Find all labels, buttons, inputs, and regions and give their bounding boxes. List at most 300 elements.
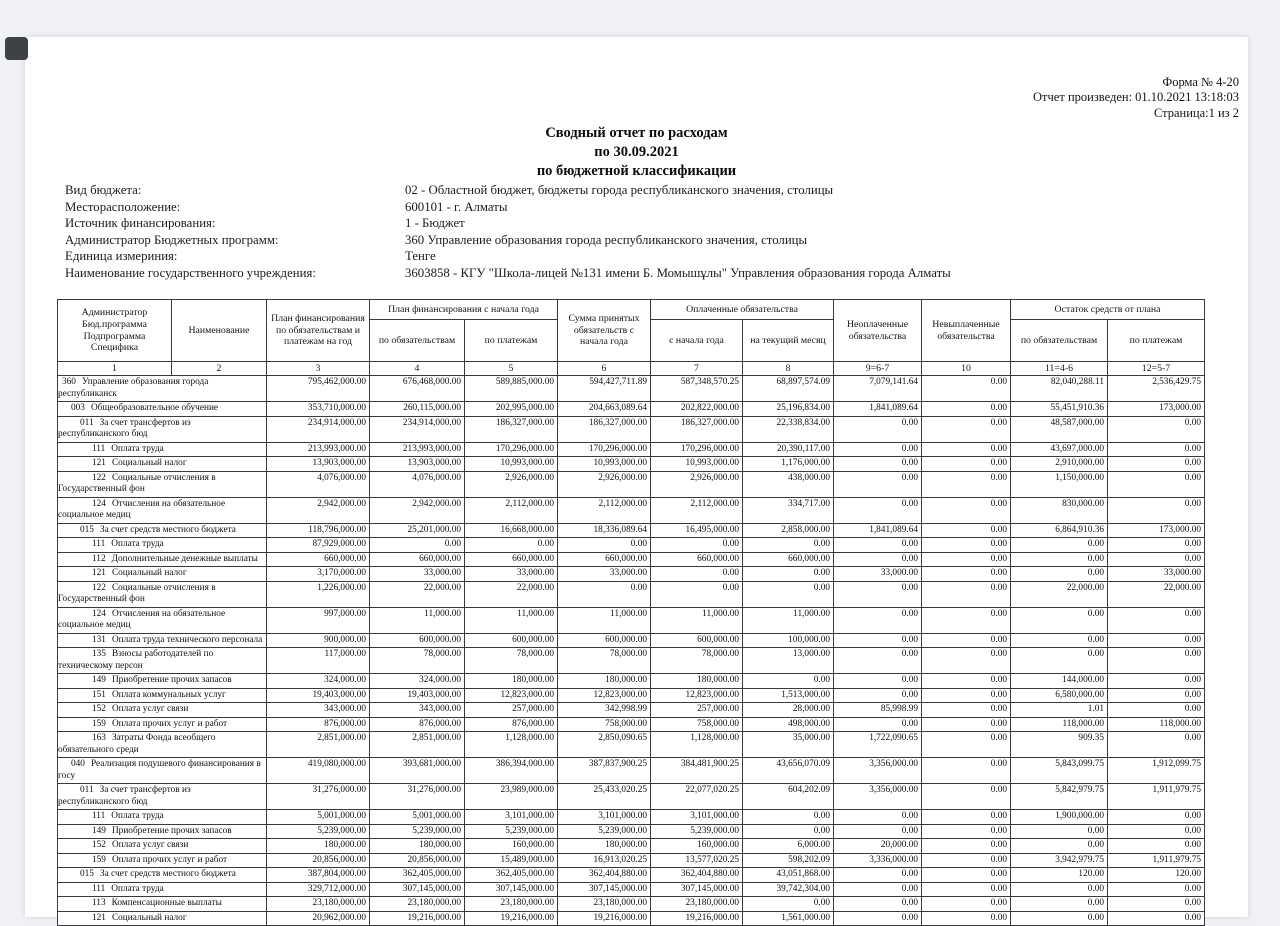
row-value-cell: 384,481,900.25 (651, 758, 743, 784)
row-value-cell: 0.00 (922, 538, 1011, 553)
row-code: 113 (92, 898, 106, 908)
table-row (58, 538, 1205, 553)
table-row (58, 471, 1205, 497)
row-value-cell: 0.00 (834, 581, 922, 607)
row-value-cell: 22,338,834.00 (743, 416, 834, 442)
row-value-cell: 0.00 (1011, 567, 1108, 582)
row-value-cell: 35,000.00 (743, 732, 834, 758)
row-code: 149 (92, 675, 106, 685)
row-value-cell: 68,897,574.09 (743, 376, 834, 402)
row-value-cell: 43,697,000.00 (1011, 442, 1108, 457)
table-row (58, 633, 1205, 648)
row-value-cell: 78,000.00 (558, 648, 651, 674)
row-value-cell: 0.00 (922, 402, 1011, 417)
row-code: 149 (92, 825, 106, 836)
row-name-cell: 003 Общеобразовательное обучение (58, 402, 267, 417)
row-code: 124 (92, 498, 106, 509)
col-header-paid-group: Оплаченные обязательства (651, 300, 834, 320)
row-code: 011 (80, 785, 94, 795)
row-value-cell: 19,216,000.00 (558, 911, 651, 926)
row-code: 163 (92, 733, 106, 743)
row-value-cell: 213,993,000.00 (267, 442, 370, 457)
row-value-cell: 660,000.00 (370, 552, 465, 567)
row-value-cell: 5,239,000.00 (370, 824, 465, 839)
row-value-cell: 0.00 (1108, 732, 1205, 758)
document-header (1033, 75, 1239, 121)
row-value-cell: 0.00 (1108, 824, 1205, 839)
row-value-cell: 0.00 (1011, 882, 1108, 897)
column-number: 12=5-7 (1108, 362, 1205, 376)
row-value-cell: 23,180,000.00 (651, 897, 743, 912)
row-value-cell: 660,000.00 (267, 552, 370, 567)
row-value-cell: 0.00 (922, 732, 1011, 758)
row-value-cell: 3,356,000.00 (834, 784, 922, 810)
row-code: 111 (92, 443, 106, 454)
table-row (58, 732, 1205, 758)
row-value-cell: 118,796,000.00 (267, 523, 370, 538)
row-value-cell: 2,910,000.00 (1011, 457, 1108, 472)
row-value-cell: 0.00 (743, 567, 834, 582)
row-value-cell: 600,000.00 (465, 633, 558, 648)
row-value-cell: 0.00 (834, 471, 922, 497)
row-value-cell: 234,914,000.00 (267, 416, 370, 442)
row-value-cell: 5,239,000.00 (558, 824, 651, 839)
row-value-cell: 5,842,979.75 (1011, 784, 1108, 810)
row-value-cell: 0.00 (834, 457, 922, 472)
row-value-cell: 180,000.00 (651, 674, 743, 689)
row-value-cell: 1,128,000.00 (651, 732, 743, 758)
report-generated-timestamp: Отчет произведен: 01.10.2021 13:18:03 (1033, 90, 1239, 105)
col-header-plan-year: План финансирования по обязательствам и платежам на год (267, 300, 370, 362)
row-value-cell: 23,180,000.00 (465, 897, 558, 912)
row-value-cell: 0.00 (1108, 416, 1205, 442)
row-code: 152 (92, 840, 106, 850)
row-value-cell: 0.00 (1011, 607, 1108, 633)
row-value-cell: 758,000.00 (651, 717, 743, 732)
row-value-cell: 20,000.00 (834, 839, 922, 854)
col-subheader-current-month: на текущий месяц (743, 320, 834, 362)
row-value-cell: 0.00 (1108, 839, 1205, 854)
row-value-cell: 13,903,000.00 (370, 457, 465, 472)
row-value-cell: 43,656,070.09 (743, 758, 834, 784)
table-header-row-group (58, 300, 1205, 320)
row-value-cell: 2,536,429.75 (1108, 376, 1205, 402)
table-row (58, 784, 1205, 810)
row-value-cell: 362,405,000.00 (465, 868, 558, 883)
row-value-cell: 0.00 (1011, 897, 1108, 912)
row-value-cell: 0.00 (834, 633, 922, 648)
row-value-cell: 2,850,090.65 (558, 732, 651, 758)
row-value-cell: 2,851,000.00 (267, 732, 370, 758)
row-value-cell: 180,000.00 (465, 674, 558, 689)
row-code: 360 (62, 377, 76, 387)
row-value-cell: 307,145,000.00 (651, 882, 743, 897)
row-name-cell: 149 Приобретение прочих запасов (58, 674, 267, 689)
row-value-cell: 600,000.00 (651, 633, 743, 648)
meta-label: Месторасположение: (65, 199, 181, 214)
row-value-cell: 12,823,000.00 (651, 688, 743, 703)
row-value-cell: 0.00 (922, 688, 1011, 703)
row-value-cell: 0.00 (834, 497, 922, 523)
row-value-cell: 589,885,000.00 (465, 376, 558, 402)
row-value-cell: 0.00 (834, 882, 922, 897)
col-header-name: Наименование (172, 300, 267, 362)
row-value-cell: 11,000.00 (651, 607, 743, 633)
row-value-cell: 2,942,000.00 (370, 497, 465, 523)
row-value-cell: 0.00 (1011, 839, 1108, 854)
row-value-cell: 0.00 (922, 882, 1011, 897)
row-name-cell: 124 Отчисления на обязательное социальное медиц (58, 607, 267, 633)
row-name-cell: 111 Оплата труда (58, 538, 267, 553)
row-value-cell: 830,000.00 (1011, 497, 1108, 523)
meta-row (65, 265, 1230, 282)
row-value-cell: 260,115,000.00 (370, 402, 465, 417)
row-value-cell: 5,001,000.00 (370, 810, 465, 825)
col-subheader-ytd: с начала года (651, 320, 743, 362)
table-row (58, 717, 1205, 732)
meta-value: 02 - Областной бюджет, бюджеты города республиканского значения, столицы (405, 183, 834, 197)
corner-mark-icon (5, 37, 28, 60)
row-value-cell: 0.00 (834, 911, 922, 926)
row-value-cell: 202,822,000.00 (651, 402, 743, 417)
row-value-cell: 39,742,304.00 (743, 882, 834, 897)
row-value-cell: 2,926,000.00 (465, 471, 558, 497)
row-value-cell: 20,856,000.00 (267, 853, 370, 868)
table-row (58, 376, 1205, 402)
column-number: 4 (370, 362, 465, 376)
row-value-cell: 0.00 (834, 552, 922, 567)
row-value-cell: 0.00 (1108, 457, 1205, 472)
meta-row (65, 232, 1230, 249)
row-value-cell: 0.00 (1108, 703, 1205, 718)
row-code: 151 (92, 689, 106, 700)
row-name-cell: 121 Социальный налог (58, 911, 267, 926)
row-value-cell: 0.00 (922, 839, 1011, 854)
table-row (58, 442, 1205, 457)
row-code: 040 (71, 759, 85, 769)
row-value-cell: 2,926,000.00 (558, 471, 651, 497)
row-value-cell: 33,000.00 (558, 567, 651, 582)
row-value-cell: 0.00 (834, 648, 922, 674)
row-name-cell: 131 Оплата труда технического персонала (58, 633, 267, 648)
meta-label: Единица измериния: (65, 249, 178, 263)
row-code: 111 (92, 811, 106, 821)
row-value-cell: 876,000.00 (267, 717, 370, 732)
table-row (58, 882, 1205, 897)
row-value-cell: 120.00 (1108, 868, 1205, 883)
row-name-cell: 149 Приобретение прочих запасов (58, 824, 267, 839)
table-row (58, 688, 1205, 703)
row-value-cell: 10,993,000.00 (558, 457, 651, 472)
title-line-1: Сводный отчет по расходам (545, 125, 728, 141)
row-value-cell: 23,180,000.00 (370, 897, 465, 912)
row-value-cell: 0.00 (922, 868, 1011, 883)
meta-row (65, 248, 1230, 265)
row-value-cell: 387,837,900.25 (558, 758, 651, 784)
column-number: 1 (58, 362, 172, 376)
column-number: 11=4-6 (1011, 362, 1108, 376)
row-value-cell: 1,226,000.00 (267, 581, 370, 607)
row-name-cell: 111 Оплата труда (58, 810, 267, 825)
table-row (58, 674, 1205, 689)
table-row (58, 416, 1205, 442)
row-value-cell: 0.00 (922, 784, 1011, 810)
row-value-cell: 329,712,000.00 (267, 882, 370, 897)
row-value-cell: 3,170,000.00 (267, 567, 370, 582)
row-value-cell: 204,663,089.64 (558, 402, 651, 417)
row-value-cell: 180,000.00 (558, 674, 651, 689)
row-code: 015 (80, 869, 94, 879)
row-value-cell: 342,998.99 (558, 703, 651, 718)
meta-label: Наименование государственного учреждения: (65, 265, 316, 280)
row-name-cell: 111 Оплата труда (58, 442, 267, 457)
title-line-3: по бюджетной классификации (536, 162, 737, 179)
meta-row (65, 215, 1230, 232)
row-name-cell: 124 Отчисления на обязательное социальное медиц (58, 497, 267, 523)
row-value-cell: 0.00 (922, 810, 1011, 825)
row-value-cell: 0.00 (834, 868, 922, 883)
row-value-cell: 18,336,089.64 (558, 523, 651, 538)
row-code: 112 (92, 553, 106, 564)
row-value-cell: 0.00 (651, 538, 743, 553)
row-value-cell: 1,176,000.00 (743, 457, 834, 472)
row-value-cell: 22,000.00 (465, 581, 558, 607)
row-value-cell: 343,000.00 (370, 703, 465, 718)
row-value-cell: 0.00 (743, 674, 834, 689)
row-value-cell: 1,513,000.00 (743, 688, 834, 703)
row-value-cell: 0.00 (1108, 538, 1205, 553)
row-value-cell: 0.00 (922, 581, 1011, 607)
row-value-cell: 144,000.00 (1011, 674, 1108, 689)
page-title (25, 124, 1248, 181)
row-value-cell: 600,000.00 (370, 633, 465, 648)
row-value-cell: 15,489,000.00 (465, 853, 558, 868)
row-value-cell: 5,843,099.75 (1011, 758, 1108, 784)
row-value-cell: 19,403,000.00 (267, 688, 370, 703)
row-value-cell: 33,000.00 (370, 567, 465, 582)
row-value-cell: 0.00 (1108, 810, 1205, 825)
row-value-cell: 594,427,711.89 (558, 376, 651, 402)
row-value-cell: 0.00 (922, 567, 1011, 582)
row-value-cell: 598,202.09 (743, 853, 834, 868)
row-code: 121 (92, 568, 106, 578)
row-value-cell: 257,000.00 (465, 703, 558, 718)
row-code: 003 (71, 403, 85, 413)
row-name-cell: 152 Оплата услуг связи (58, 703, 267, 718)
row-value-cell: 28,000.00 (743, 703, 834, 718)
column-number: 8 (743, 362, 834, 376)
col-subheader-by-payments: по платежам (465, 320, 558, 362)
page-indicator: Страница:1 из 2 (1153, 105, 1239, 120)
row-value-cell: 25,201,000.00 (370, 523, 465, 538)
row-value-cell: 186,327,000.00 (558, 416, 651, 442)
row-value-cell: 12,823,000.00 (558, 688, 651, 703)
row-value-cell: 660,000.00 (465, 552, 558, 567)
row-value-cell: 11,000.00 (743, 607, 834, 633)
row-value-cell: 0.00 (651, 581, 743, 607)
form-number: Форма № 4-20 (1162, 75, 1239, 89)
row-code: 135 (92, 649, 106, 659)
row-value-cell: 118,000.00 (1011, 717, 1108, 732)
row-value-cell: 324,000.00 (370, 674, 465, 689)
row-value-cell: 5,001,000.00 (267, 810, 370, 825)
row-value-cell: 587,348,570.25 (651, 376, 743, 402)
meta-value: 3603858 - КГУ "Школа-лицей №131 имени Б. Момышұлы" Управления образования города Алматы (405, 265, 951, 280)
row-value-cell: 120.00 (1011, 868, 1108, 883)
row-code: 111 (92, 883, 106, 894)
row-value-cell: 660,000.00 (558, 552, 651, 567)
col-header-admin: Администратор Бюд.программа Подпрограмма Специфика (58, 300, 172, 362)
column-number: 5 (465, 362, 558, 376)
row-value-cell: 0.00 (1108, 552, 1205, 567)
table-row (58, 567, 1205, 582)
row-value-cell: 0.00 (1108, 471, 1205, 497)
row-value-cell: 362,404,880.00 (558, 868, 651, 883)
row-value-cell: 0.00 (922, 442, 1011, 457)
row-value-cell: 0.00 (922, 633, 1011, 648)
row-value-cell: 419,080,000.00 (267, 758, 370, 784)
row-value-cell: 876,000.00 (465, 717, 558, 732)
row-value-cell: 16,913,020.25 (558, 853, 651, 868)
row-value-cell: 10,993,000.00 (465, 457, 558, 472)
row-value-cell: 78,000.00 (651, 648, 743, 674)
row-value-cell: 0.00 (834, 717, 922, 732)
row-value-cell: 676,468,000.00 (370, 376, 465, 402)
row-value-cell: 2,851,000.00 (370, 732, 465, 758)
row-value-cell: 85,998.99 (834, 703, 922, 718)
row-value-cell: 22,000.00 (1108, 581, 1205, 607)
row-value-cell: 386,394,000.00 (465, 758, 558, 784)
row-value-cell: 100,000.00 (743, 633, 834, 648)
row-value-cell: 1,561,000.00 (743, 911, 834, 926)
meta-label: Вид бюджета: (65, 183, 142, 197)
row-value-cell: 0.00 (743, 810, 834, 825)
row-value-cell: 2,112,000.00 (465, 497, 558, 523)
row-value-cell: 876,000.00 (370, 717, 465, 732)
row-value-cell: 758,000.00 (558, 717, 651, 732)
row-value-cell: 0.00 (1108, 442, 1205, 457)
row-value-cell: 1,722,090.65 (834, 732, 922, 758)
row-value-cell: 0.00 (922, 911, 1011, 926)
row-value-cell: 0.00 (743, 824, 834, 839)
row-value-cell: 0.00 (922, 607, 1011, 633)
row-value-cell: 0.00 (922, 758, 1011, 784)
row-value-cell: 19,403,000.00 (370, 688, 465, 703)
row-value-cell: 0.00 (922, 497, 1011, 523)
meta-value: 360 Управление образования города республиканского значения, столицы (405, 232, 808, 247)
row-value-cell: 1,911,979.75 (1108, 853, 1205, 868)
row-value-cell: 3,101,000.00 (651, 810, 743, 825)
row-value-cell: 5,239,000.00 (465, 824, 558, 839)
row-value-cell: 2,112,000.00 (558, 497, 651, 523)
row-value-cell: 6,864,910.36 (1011, 523, 1108, 538)
row-value-cell: 3,101,000.00 (558, 810, 651, 825)
row-value-cell: 23,180,000.00 (267, 897, 370, 912)
row-name-cell: 040 Реализация подушевого финансирования в госу (58, 758, 267, 784)
row-code: 121 (92, 912, 106, 923)
row-name-cell: 163 Затраты Фонда всеобщего обязательного среди (58, 732, 267, 758)
row-value-cell: 257,000.00 (651, 703, 743, 718)
row-value-cell: 33,000.00 (465, 567, 558, 582)
row-code: 121 (92, 458, 106, 468)
row-value-cell: 180,000.00 (267, 839, 370, 854)
col-subheader-remainder-by-payments: по платежам (1108, 320, 1205, 362)
row-code: 124 (92, 608, 106, 619)
row-value-cell: 393,681,000.00 (370, 758, 465, 784)
row-value-cell: 600,000.00 (558, 633, 651, 648)
row-value-cell: 19,216,000.00 (370, 911, 465, 926)
row-value-cell: 0.00 (1011, 552, 1108, 567)
row-value-cell: 23,180,000.00 (558, 897, 651, 912)
row-value-cell: 0.00 (743, 581, 834, 607)
row-value-cell: 0.00 (834, 538, 922, 553)
row-value-cell: 0.00 (922, 376, 1011, 402)
row-name-cell: 152 Оплата услуг связи (58, 839, 267, 854)
col-header-plan-ytd-group: План финансирования с начала года (370, 300, 558, 320)
row-code: 015 (80, 524, 94, 535)
row-name-cell: 011 За счет трансфертов из республиканского бюд (58, 416, 267, 442)
row-value-cell: 213,993,000.00 (370, 442, 465, 457)
row-value-cell: 0.00 (922, 674, 1011, 689)
row-name-cell: 111 Оплата труда (58, 882, 267, 897)
row-name-cell: 011 За счет трансфертов из республиканского бюд (58, 784, 267, 810)
row-value-cell: 82,040,288.11 (1011, 376, 1108, 402)
row-value-cell: 0.00 (834, 674, 922, 689)
column-number: 10 (922, 362, 1011, 376)
table-row (58, 457, 1205, 472)
row-name-cell: 122 Социальные отчисления в Государственный фон (58, 471, 267, 497)
row-value-cell: 909.35 (1011, 732, 1108, 758)
row-value-cell: 334,717.00 (743, 497, 834, 523)
row-name-cell: 159 Оплата прочих услуг и работ (58, 853, 267, 868)
row-name-cell: 112 Дополнительные денежные выплаты (58, 552, 267, 567)
row-value-cell: 0.00 (834, 688, 922, 703)
row-name-cell: 015 За счет средств местного бюджета (58, 868, 267, 883)
table-row (58, 868, 1205, 883)
row-value-cell: 0.00 (922, 824, 1011, 839)
row-value-cell: 3,942,979.75 (1011, 853, 1108, 868)
row-name-cell: 122 Социальные отчисления в Государственный фон (58, 581, 267, 607)
row-value-cell: 13,903,000.00 (267, 457, 370, 472)
row-value-cell: 25,433,020.25 (558, 784, 651, 810)
column-number: 2 (172, 362, 267, 376)
row-value-cell: 0.00 (1108, 633, 1205, 648)
row-value-cell: 0.00 (1108, 897, 1205, 912)
row-value-cell: 0.00 (834, 607, 922, 633)
row-value-cell: 33,000.00 (1108, 567, 1205, 582)
row-value-cell: 0.00 (465, 538, 558, 553)
report-meta-block (65, 182, 1230, 281)
row-value-cell: 307,145,000.00 (465, 882, 558, 897)
row-value-cell: 117,000.00 (267, 648, 370, 674)
row-value-cell: 1,900,000.00 (1011, 810, 1108, 825)
row-value-cell: 343,000.00 (267, 703, 370, 718)
row-value-cell: 0.00 (922, 523, 1011, 538)
row-value-cell: 170,296,000.00 (651, 442, 743, 457)
table-row (58, 497, 1205, 523)
row-name-cell: 121 Социальный налог (58, 457, 267, 472)
row-value-cell: 387,804,000.00 (267, 868, 370, 883)
row-value-cell: 173,000.00 (1108, 402, 1205, 417)
row-value-cell: 78,000.00 (370, 648, 465, 674)
row-value-cell: 19,216,000.00 (465, 911, 558, 926)
row-value-cell: 0.00 (558, 538, 651, 553)
row-value-cell: 0.00 (1011, 648, 1108, 674)
row-value-cell: 604,202.09 (743, 784, 834, 810)
row-value-cell: 160,000.00 (651, 839, 743, 854)
row-value-cell: 362,405,000.00 (370, 868, 465, 883)
table-row (58, 853, 1205, 868)
